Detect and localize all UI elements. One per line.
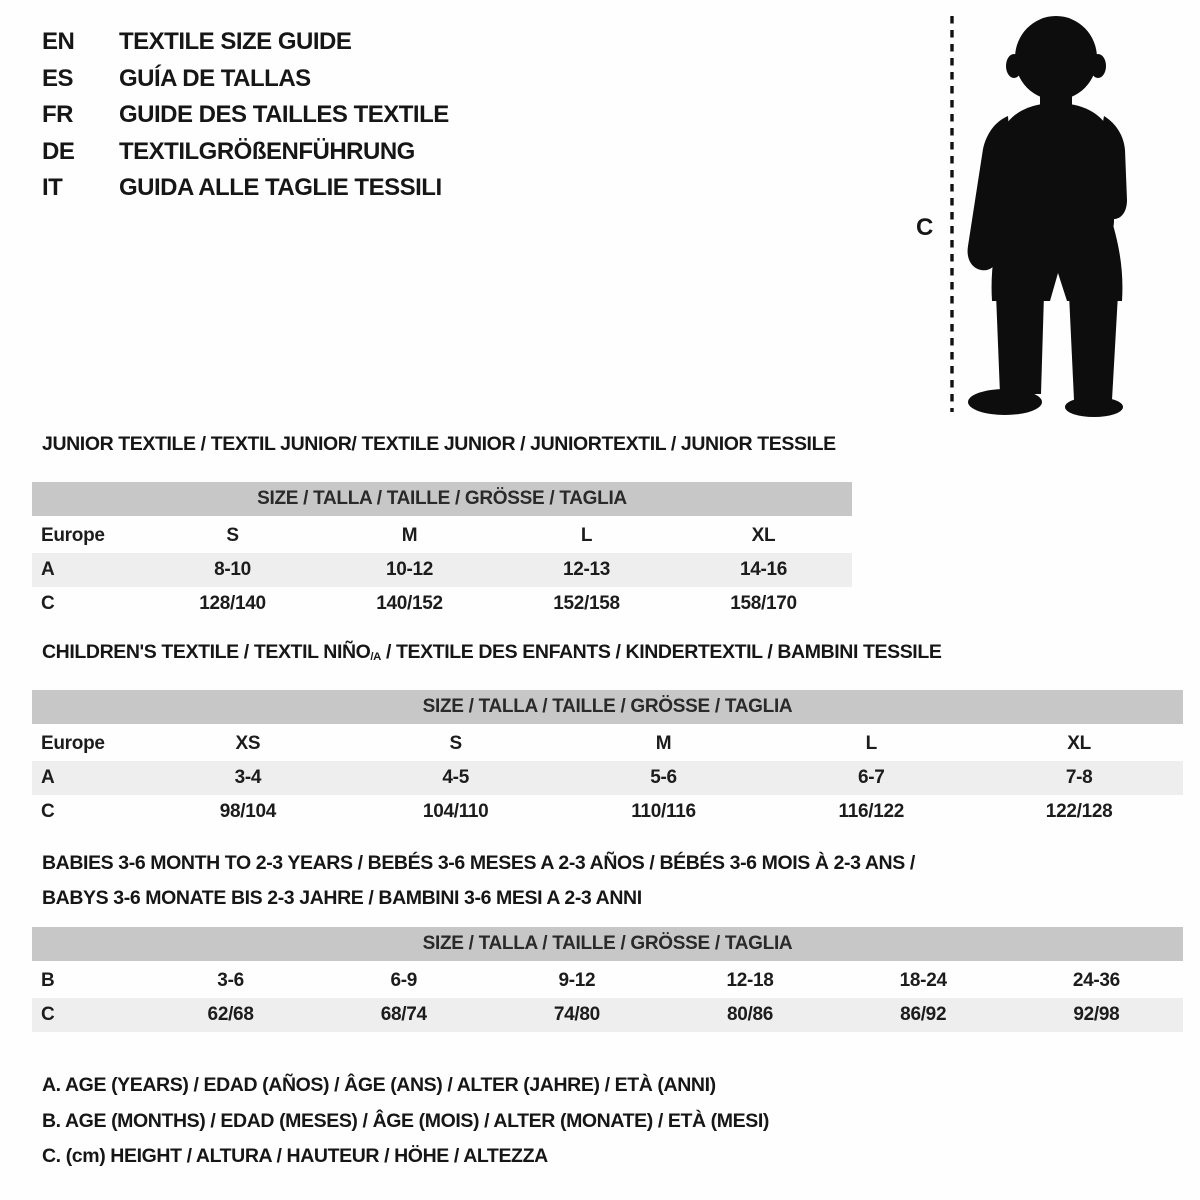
cell: M (401, 525, 418, 546)
lang-code: DE (42, 137, 75, 165)
lang-title: GUIDE DES TAILLES TEXTILE (119, 101, 449, 129)
size-header-row (32, 927, 1183, 963)
cell: 152/158 (553, 593, 620, 614)
row-label: Europe (41, 733, 105, 754)
cell: 9-12 (558, 970, 596, 991)
cell: 98/104 (219, 801, 277, 822)
cell: 24-36 (1072, 970, 1120, 991)
legend-line-b: B. AGE (MONTHS) / EDAD (MESES) / ÂGE (MOIS) / ALTER (MONATE) / ETÀ (MESI) (42, 1109, 769, 1132)
table-row-months (32, 963, 1183, 999)
height-measure-figure (905, 8, 1150, 420)
lang-code: EN (42, 28, 75, 56)
babies-title-line1: BABIES 3-6 MONTH TO 2-3 YEARS / BEBÉS 3-6 MESES A 2-3 AÑOS / BÉBÉS 3-6 MOIS À 2-3 ANS / (42, 852, 915, 874)
lang-code: FR (42, 101, 73, 129)
junior-section-title: JUNIOR TEXTILE / TEXTIL JUNIOR/ TEXTILE JUNIOR / JUNIORTEXTIL / JUNIOR TESSILE (42, 433, 836, 455)
babies-title-line2: BABYS 3-6 MONATE BIS 2-3 JAHRE / BAMBINI 3-6 MESI A 2-3 ANNI (42, 887, 642, 909)
junior-textile-section (32, 434, 852, 621)
cell: 92/98 (1010, 998, 1183, 1032)
cell: 140/152 (376, 593, 443, 614)
height-c-label: C (916, 214, 934, 241)
cell: S (226, 525, 239, 546)
cell: 3-4 (144, 761, 352, 795)
table-row-height (32, 795, 1183, 829)
lang-code: IT (42, 174, 63, 202)
cell: 6-7 (767, 761, 975, 795)
junior-size-table (32, 482, 852, 621)
cell: 8-10 (144, 553, 321, 587)
legend-line-a: A. AGE (YEARS) / EDAD (AÑOS) / ÂGE (ANS) / ALTER (JAHRE) / ETÀ (ANNI) (42, 1074, 716, 1096)
children-size-table (32, 690, 1183, 829)
babies-textile-section (32, 846, 1183, 1032)
cell: S (449, 733, 462, 754)
row-label: Europe (41, 525, 105, 546)
lang-title: TEXTILE SIZE GUIDE (119, 28, 352, 56)
cell: 116/122 (838, 801, 905, 822)
lang-row-de (42, 134, 449, 171)
lang-title: GUÍA DE TALLAS (119, 64, 311, 92)
cell: 18-24 (899, 970, 947, 991)
cell: XL (751, 525, 776, 546)
lang-row-fr (42, 97, 449, 134)
cell: 12-13 (498, 553, 675, 587)
cell: 74/80 (490, 998, 663, 1032)
size-header: SIZE / TALLA / TAILLE / GRÖSSE / TAGLIA (32, 482, 852, 518)
cell: 7-8 (975, 761, 1183, 795)
row-label: C (41, 801, 55, 822)
cell: 110/116 (631, 801, 696, 822)
table-row-height (32, 587, 852, 621)
toddler-body (968, 16, 1127, 417)
row-label: C (32, 998, 144, 1032)
children-section-title (32, 642, 1183, 666)
lang-code: ES (42, 64, 74, 92)
row-label: A (32, 553, 144, 587)
title-text: CHILDREN'S TEXTILE / TEXTIL NIÑO (42, 641, 371, 663)
legend (42, 1068, 769, 1175)
table-row-age (32, 553, 852, 587)
toddler-silhouette-icon (905, 8, 1150, 420)
cell: 158/170 (730, 593, 797, 614)
cell: 122/128 (1045, 801, 1113, 822)
row-label: C (41, 593, 55, 614)
cell: 62/68 (144, 998, 317, 1032)
table-row-age (32, 761, 1183, 795)
cell: L (580, 525, 593, 546)
table-row-height (32, 998, 1183, 1032)
lang-row-en (42, 24, 449, 61)
size-header: SIZE / TALLA / TAILLE / GRÖSSE / TAGLIA (32, 927, 1183, 963)
table-row-europe (32, 726, 1183, 762)
lang-row-it (42, 170, 449, 207)
cell: 4-5 (352, 761, 560, 795)
cell: 86/92 (837, 998, 1010, 1032)
cell: L (865, 733, 877, 754)
row-label: B (41, 970, 55, 991)
lang-row-es (42, 61, 449, 98)
size-header-row (32, 482, 852, 518)
language-header (42, 24, 449, 207)
cell: 3-6 (217, 970, 244, 991)
size-header: SIZE / TALLA / TAILLE / GRÖSSE / TAGLIA (32, 690, 1183, 726)
babies-section-title (32, 846, 1183, 916)
size-header-row (32, 690, 1183, 726)
cell: 12-18 (726, 970, 774, 991)
cell: XS (235, 733, 261, 754)
cell: 6-9 (390, 970, 418, 991)
legend-line-c: C. (cm) HEIGHT / ALTURA / HAUTEUR / HÖHE / ALTEZZA (42, 1145, 548, 1167)
lang-title: TEXTILGRÖßENFÜHRUNG (119, 137, 415, 165)
cell: 14-16 (675, 553, 852, 587)
lang-title: GUIDA ALLE TAGLIE TESSILI (119, 174, 442, 202)
cell: XL (1067, 733, 1091, 754)
row-label: A (32, 761, 144, 795)
title-text: / TEXTILE DES ENFANTS / KINDERTEXTIL / BAMBINI TESSILE (380, 641, 942, 663)
table-row-europe (32, 518, 852, 554)
cell: 80/86 (663, 998, 836, 1032)
children-textile-section (32, 642, 1183, 829)
cell: 128/140 (199, 593, 266, 614)
babies-size-table (32, 927, 1183, 1032)
title-sub-text: /A (370, 651, 381, 664)
cell: M (655, 733, 672, 754)
cell: 10-12 (321, 553, 498, 587)
cell: 68/74 (317, 998, 490, 1032)
cell: 104/110 (422, 801, 489, 822)
cell: 5-6 (560, 761, 768, 795)
